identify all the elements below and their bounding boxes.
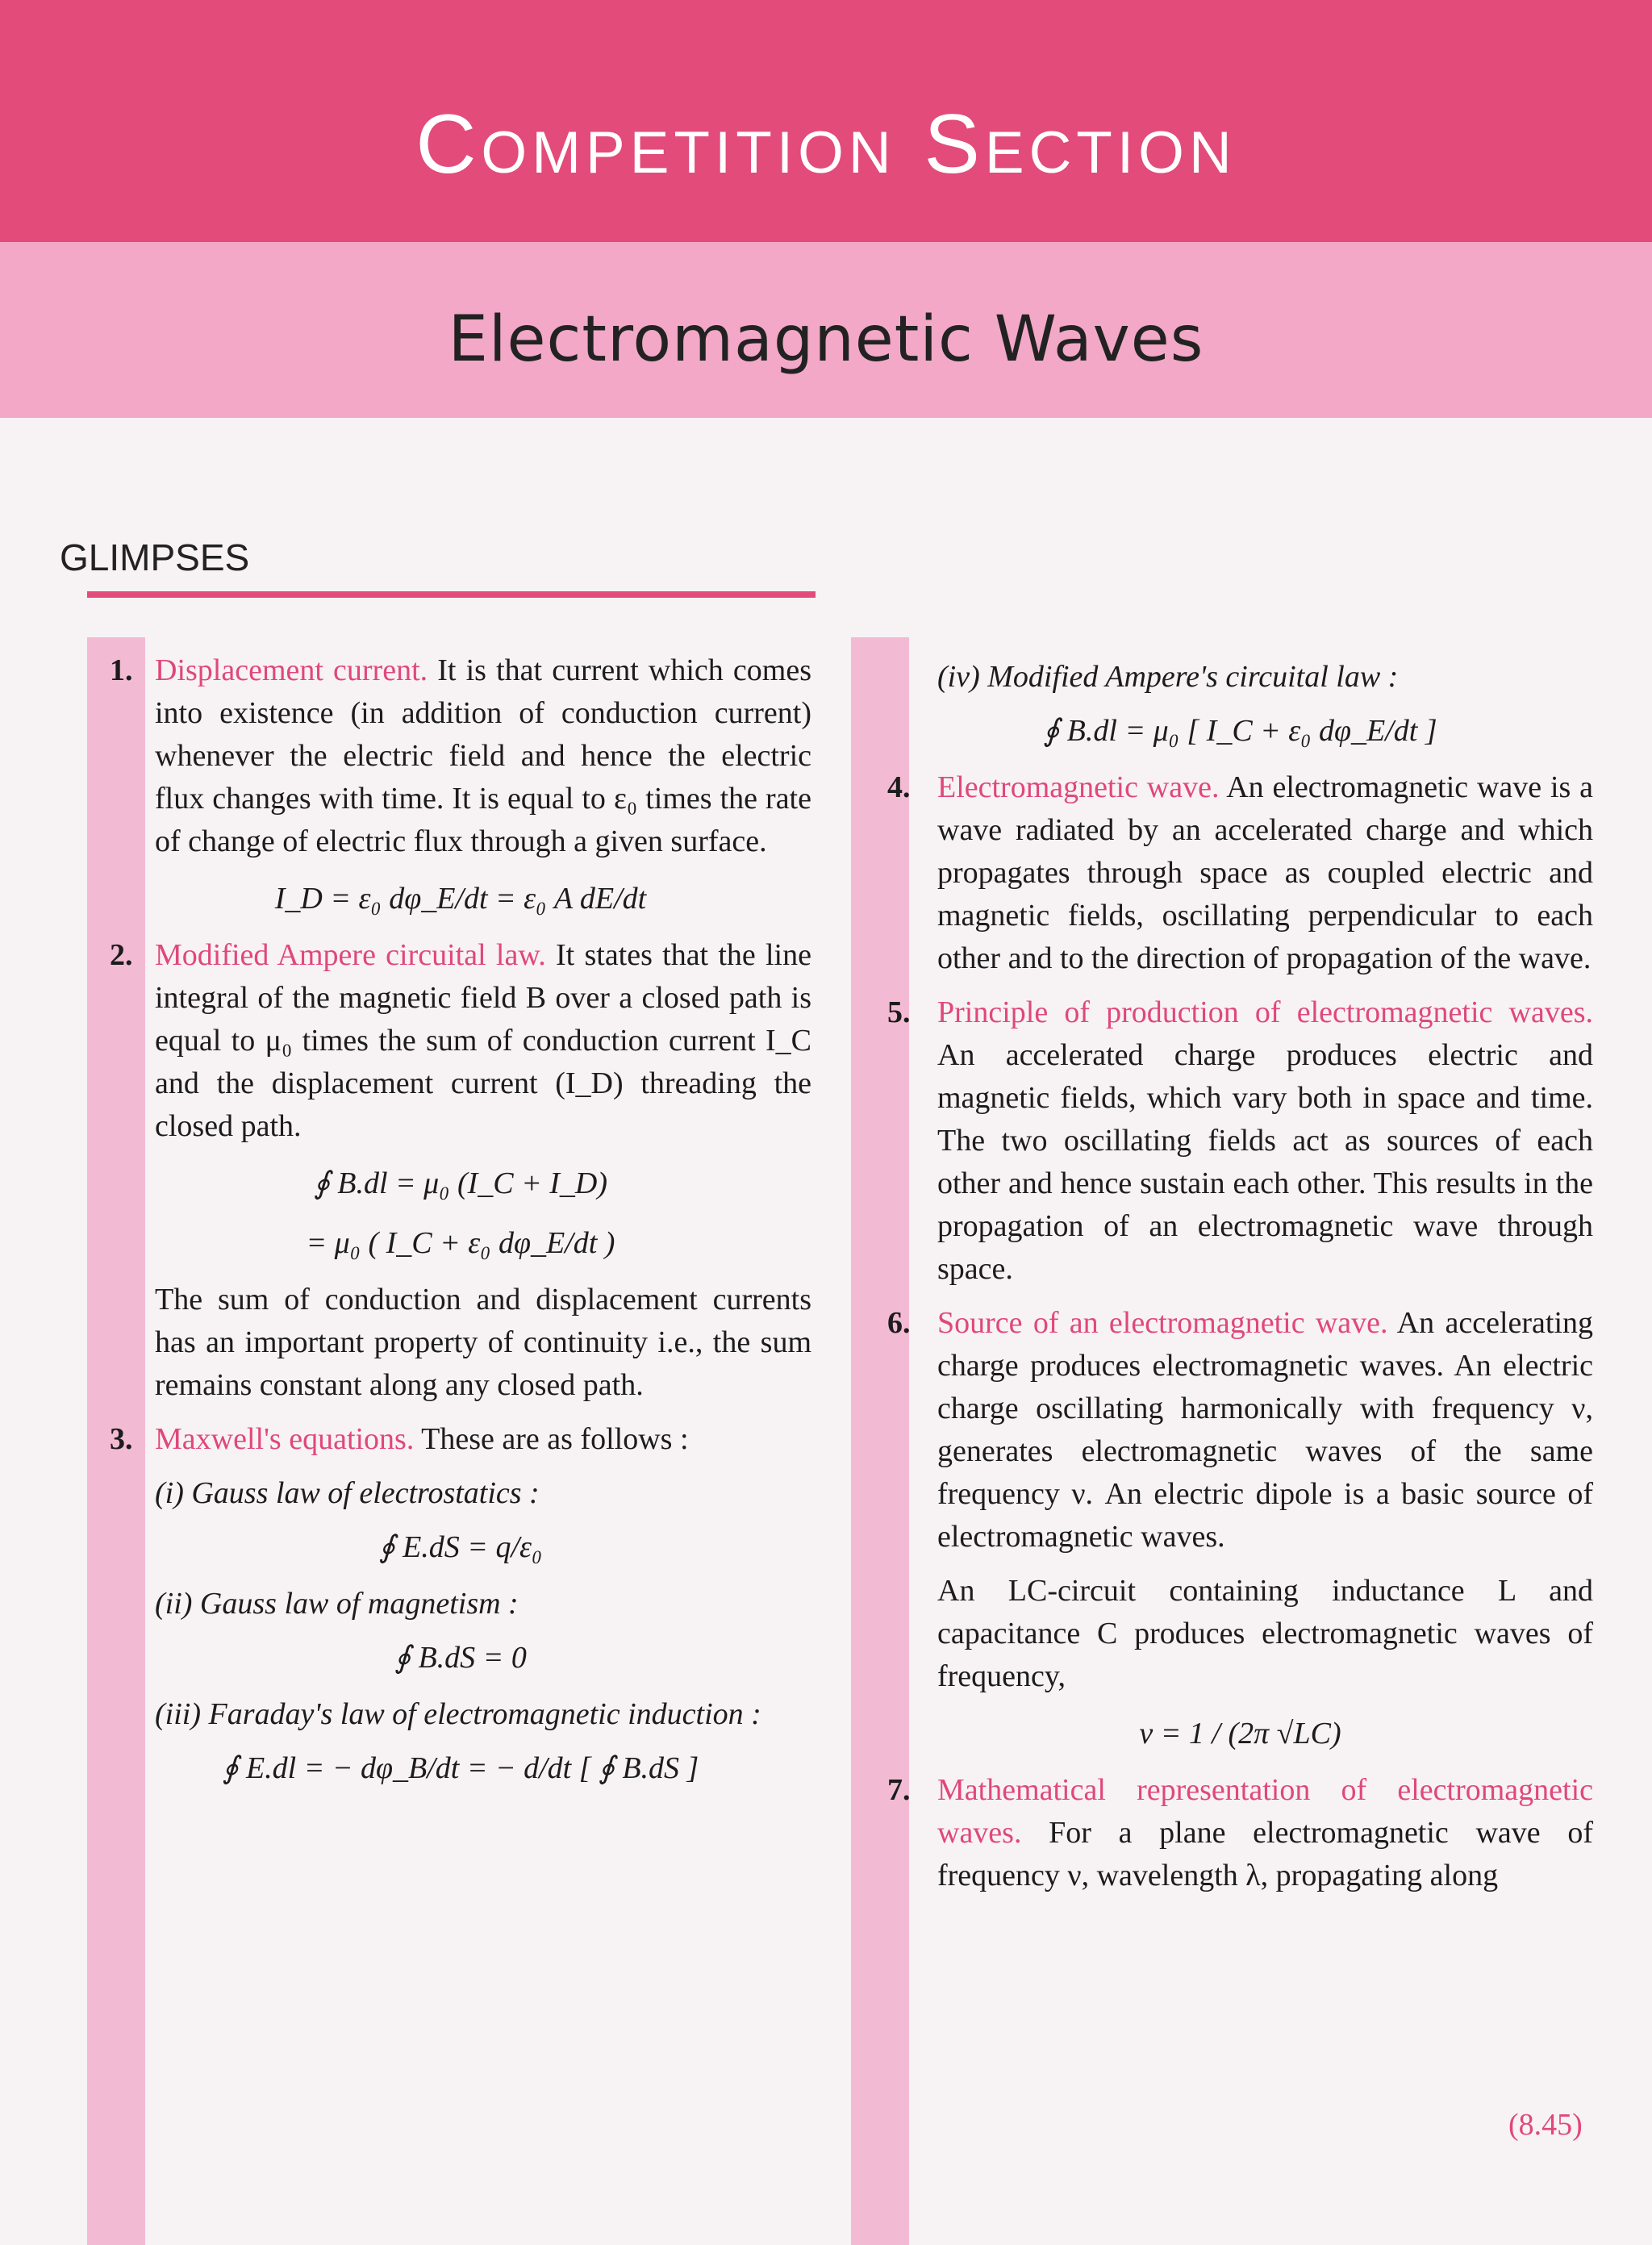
left-column — [110, 649, 811, 1804]
equation: I_D = ε₀ dφ_E/dt = ε₀ A dE/dt — [274, 882, 647, 916]
item-heading: Principle of production of electromagnetic waves. — [937, 995, 1593, 1029]
equation: ∮ B.dl = μ₀ [ I_C + ε₀ dφ_E/dt ] — [1043, 714, 1437, 748]
item-text: For a plane electromagnetic wave of frequency ν, wavelength λ, propagating along — [937, 1816, 1593, 1892]
item-number: 3. — [110, 1422, 133, 1456]
section-title: Competition Section — [415, 98, 1237, 191]
item-number: 6. — [887, 1306, 911, 1340]
item-text: It is that current which comes into existence (in addition of conduction current) whenever the electric field and hence the electric flux changes with time. It is equal to ε₀ times the rate of change of electric flux through a given surface. — [155, 653, 811, 858]
equation: = μ₀ ( I_C + ε₀ dφ_E/dt ) — [306, 1226, 615, 1260]
list-item — [110, 649, 811, 863]
list-item — [887, 1769, 1593, 1897]
list-item — [110, 934, 811, 1148]
paragraph: The sum of conduction and displacement currents has an important property of continuity i.e., the sum remains constant along any closed path. — [155, 1283, 811, 1402]
paragraph: An LC-circuit containing inductance L and capacitance C produces electromagnetic waves of frequency, — [937, 1574, 1593, 1693]
item-heading: Source of an electromagnetic wave. — [937, 1306, 1388, 1340]
glimpses-heading: GLIMPSES — [60, 536, 250, 578]
subheading: (iii) Faraday's law of electromagnetic induction : — [155, 1697, 761, 1731]
right-column — [887, 649, 1593, 1909]
item-text: It states that the line integral of the magnetic field B over a closed path is equal to μ₀ times the sum of conduction current I_C and the displacement current (I_D) threading the closed path. — [155, 938, 811, 1143]
item-text: These are as follows : — [414, 1422, 689, 1456]
equation: ∮ B.dS = 0 — [394, 1641, 527, 1675]
item-number: 4. — [887, 770, 911, 804]
subheading: (iv) Modified Ampere's circuital law : — [937, 660, 1399, 694]
item-heading: Displacement current. — [155, 653, 428, 687]
item-heading: Electromagnetic wave. — [937, 770, 1220, 804]
item-text: An electromagnetic wave is a wave radiated by an accelerated charge and which propagates through space as coupled electric and magnetic fields, oscillating perpendicular to each other and to the direction of propagation of the wave. — [937, 770, 1593, 975]
item-number: 5. — [887, 995, 911, 1029]
page-number: (8.45) — [1508, 2108, 1583, 2142]
chapter-title: Electromagnetic Waves — [448, 303, 1204, 376]
item-number: 2. — [110, 938, 133, 972]
equation: ∮ E.dl = − dφ_B/dt = − d/dt [ ∮ B.dS ] — [222, 1751, 699, 1785]
item-number: 7. — [887, 1773, 911, 1807]
item-number: 1. — [110, 653, 133, 687]
list-item — [887, 1302, 1593, 1559]
subheading: (ii) Gauss law of magnetism : — [155, 1587, 519, 1621]
equation: ∮ E.dS = q/ε₀ — [378, 1530, 543, 1564]
equation: ν = 1 / (2π √LC) — [1139, 1717, 1341, 1751]
subheading: (i) Gauss law of electrostatics : — [155, 1476, 540, 1510]
item-text: An accelerating charge produces electromagnetic waves. An electric charge oscillating harmonically with frequency ν, generates electromagnetic waves of the same frequency ν. An electric dipole is a basic source of electromagnetic waves. — [937, 1306, 1594, 1554]
item-heading: Mathematical representation of electromagnetic waves. — [937, 1773, 1593, 1850]
list-item — [110, 1418, 811, 1461]
list-item — [887, 766, 1593, 980]
heading-rule — [87, 591, 816, 598]
equation: ∮ B.dl = μ₀ (I_C + I_D) — [313, 1166, 608, 1200]
item-heading: Maxwell's equations. — [155, 1422, 415, 1456]
item-text: An accelerated charge produces electric and magnetic fields, which vary both in space and time. The two oscillating fields act as sources of each other and hence sustain each other. This results in the propagation of an electromagnetic wave through space. — [937, 1038, 1593, 1286]
item-heading: Modified Ampere circuital law. — [155, 938, 546, 972]
list-item — [887, 991, 1593, 1291]
